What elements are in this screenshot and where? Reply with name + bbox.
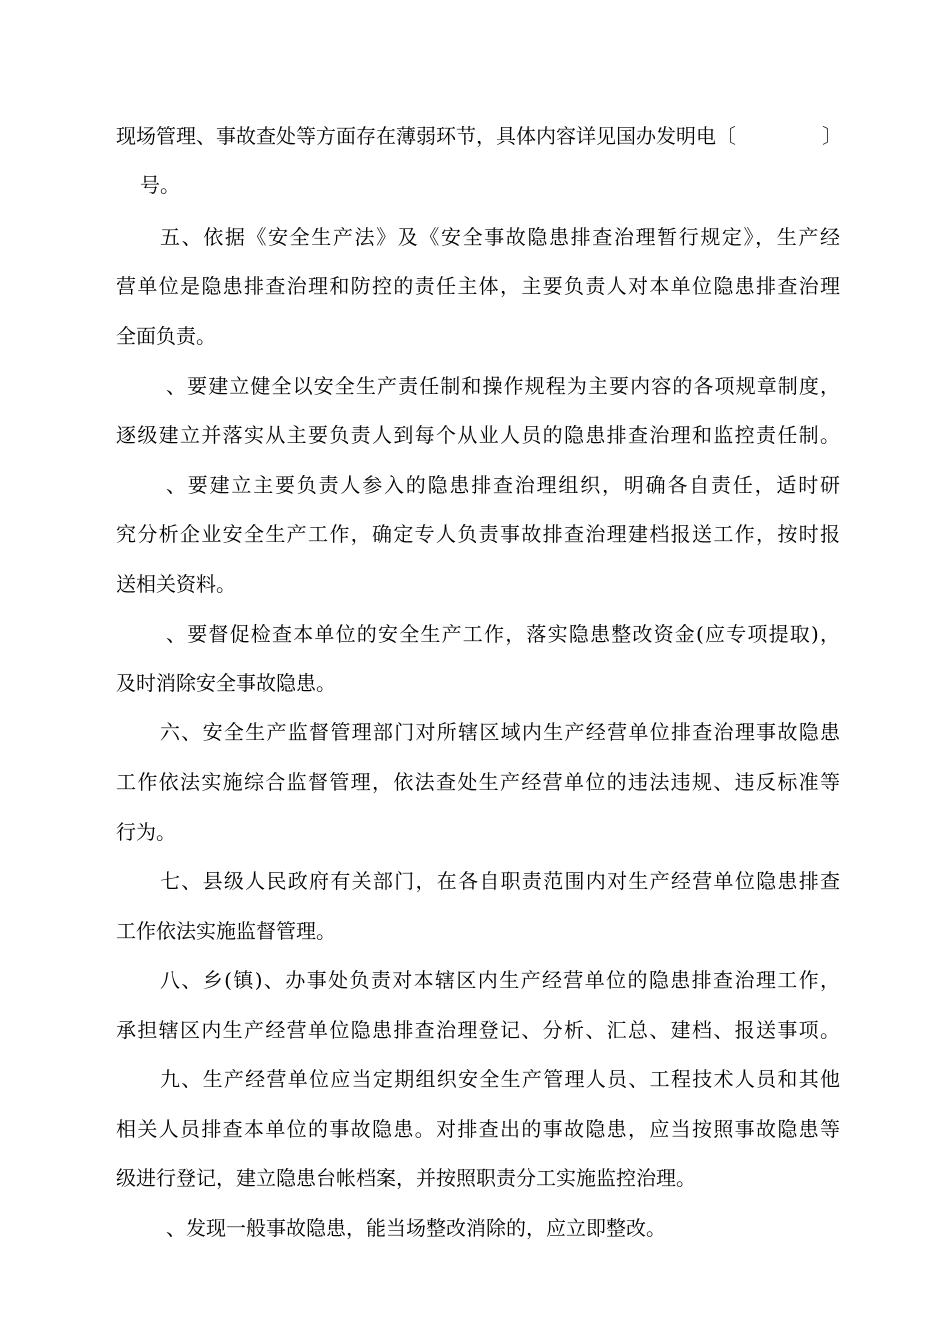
text-line: 五、依据《安全生产法》及《安全事故隐患排查治理暂行规定》，生产经 xyxy=(160,225,840,249)
text-line: 六、安全生产监督管理部门对所辖区域内生产经营单位排查治理事故隐患 xyxy=(160,720,840,744)
text-line: 八、乡(镇)、办事处负责对本辖区内生产经营单位的隐患排查治理工作， xyxy=(160,968,840,992)
text-line: 七、县级人民政府有关部门，在各自职责范围内对生产经营单位隐患排查 xyxy=(160,869,840,893)
text-line: 承担辖区内生产经营单位隐患排查治理登记、分析、汇总、建档、报送事项。 xyxy=(116,1018,840,1042)
text-line: 、要建立健全以安全生产责任制和操作规程为主要内容的各项规章制度， xyxy=(166,374,840,398)
text-line: 工作依法实施综合监督管理，依法查处生产经营单位的违法违规、违反标准等 xyxy=(116,770,840,794)
text-line: 九、生产经营单位应当定期组织安全生产管理人员、工程技术人员和其他 xyxy=(160,1067,840,1091)
text-line: 、要督促检查本单位的安全生产工作，落实隐患整改资金(应专项提取)， xyxy=(166,622,840,646)
text-line: 级进行登记，建立隐患台帐档案，并按照职责分工实施监控治理。 xyxy=(116,1166,696,1190)
closing-bracket: 〕 xyxy=(822,124,842,148)
text-line: 号。 xyxy=(140,173,180,197)
text-line: 及时消除安全事故隐患。 xyxy=(116,671,336,695)
text-line: 现场管理、事故查处等方面存在薄弱环节，具体内容详见国办发明电〔 xyxy=(116,124,736,148)
text-line: 行为。 xyxy=(116,820,176,844)
text-line: 、发现一般事故隐患，能当场整改消除的，应立即整改。 xyxy=(166,1216,666,1240)
text-line: 究分析企业安全生产工作，确定专人负责事故排查治理建档报送工作，按时报 xyxy=(116,522,840,546)
text-line: 逐级建立并落实从主要负责人到每个从业人员的隐患排查治理和监控责任制。 xyxy=(116,423,840,447)
text-line: 相关人员排查本单位的事故隐患。对排查出的事故隐患，应当按照事故隐患等 xyxy=(116,1117,840,1141)
text-line: 全面负责。 xyxy=(116,324,216,348)
text-line: 工作依法实施监督管理。 xyxy=(116,919,336,943)
text-line: 送相关资料。 xyxy=(116,572,236,596)
text-line: 营单位是隐患排查治理和防控的责任主体，主要负责人对本单位隐患排查治理 xyxy=(116,274,840,298)
text-line: 、要建立主要负责人参入的隐患排查治理组织，明确各自责任，适时研 xyxy=(166,473,840,497)
